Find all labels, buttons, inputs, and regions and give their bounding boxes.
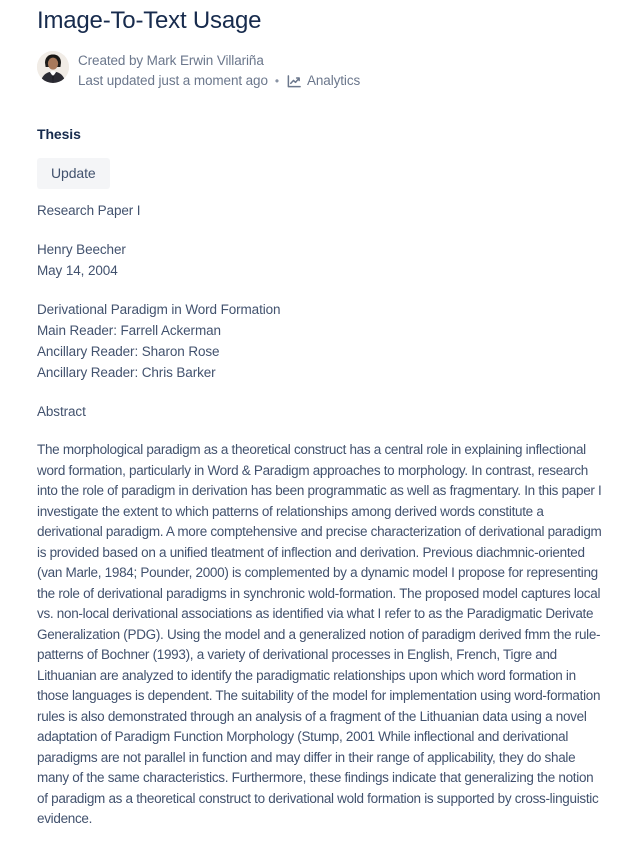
created-by-text: Created by Mark Erwin Villariña xyxy=(78,53,264,68)
analytics-chart-icon xyxy=(286,74,302,89)
update-button[interactable]: Update xyxy=(37,158,110,189)
author-date-block xyxy=(37,239,602,281)
section-heading-thesis: Thesis xyxy=(37,126,81,142)
user-avatar[interactable] xyxy=(37,51,69,83)
last-updated-text: Last updated just a moment ago xyxy=(78,73,268,88)
author-name: Henry Beecher xyxy=(37,242,126,257)
page-title: Image-To-Text Usage xyxy=(37,7,262,34)
byline-text xyxy=(78,51,360,91)
thesis-details-block xyxy=(37,299,602,383)
abstract-text: The morphological paradigm as a theoretical construct has a central role in explaining inflectional word formation, particularly in Word & Paradigm approaches to morphology. In contrast, research into the role of paradigm in derivation has been programmatic as well as fragmentary. In this paper I investigate the extent to which patterns of relationships among derived words constitute a derivational paradigm. A more comptehensive and precise characterization of derivational paradigm is provided based on a unified tleatment of inflection and derivation. Previous diachmnic-oriented (van Marle, 1984; Pounder, 2000) is complemented by a dynamic model I propose for representing the role of derivational paradigms in synchronic wold-formation. The proposed model captures local vs. non-local derivational associations as identified via what I refer to as the Paradigmatic Derivate Generalization (PDG). Using the model and a generalized notion of paradigm derived fmm the rule-patterns of Bochner (1993), a variety of derivational processes in English, French, Tigre and Lithuanian are analyzed to identify the paradigmatic relationships upon which word formation in those languages is dependent. The suitability of the model for implementation using word-formation rules is also demonstrated through an analysis of a fragment of the Lithuanian data using a novel adaptation of Paradigm Function Morphology (Stump, 2001 While inflectional and derivational paradigms are not parallel in function and may differ in their range of applicability, they do shale many of the same characteristics. Furthermore, these findings indicate that generalizing the notion of paradigm as a theoretical construct to derivational wold formation is supported by cross-linguistic evidence. xyxy=(37,442,602,826)
main-reader-line: Main Reader: Farrell Ackerman xyxy=(37,323,221,338)
byline xyxy=(37,51,602,91)
ancillary-reader-1-line: Ancillary Reader: Sharon Rose xyxy=(37,344,220,359)
avatar-photo xyxy=(37,51,69,83)
abstract-heading: Abstract xyxy=(37,404,86,419)
paper-type-text: Research Paper I xyxy=(37,203,141,218)
byline-separator: • xyxy=(274,74,279,88)
thesis-title-line: Derivational Paradigm in Word Formation xyxy=(37,302,281,317)
analytics-label: Analytics xyxy=(307,73,361,88)
analytics-link[interactable] xyxy=(286,71,360,91)
ancillary-reader-2-line: Ancillary Reader: Chris Barker xyxy=(37,365,216,380)
thesis-date: May 14, 2004 xyxy=(37,263,118,278)
byline-row2 xyxy=(78,71,360,91)
